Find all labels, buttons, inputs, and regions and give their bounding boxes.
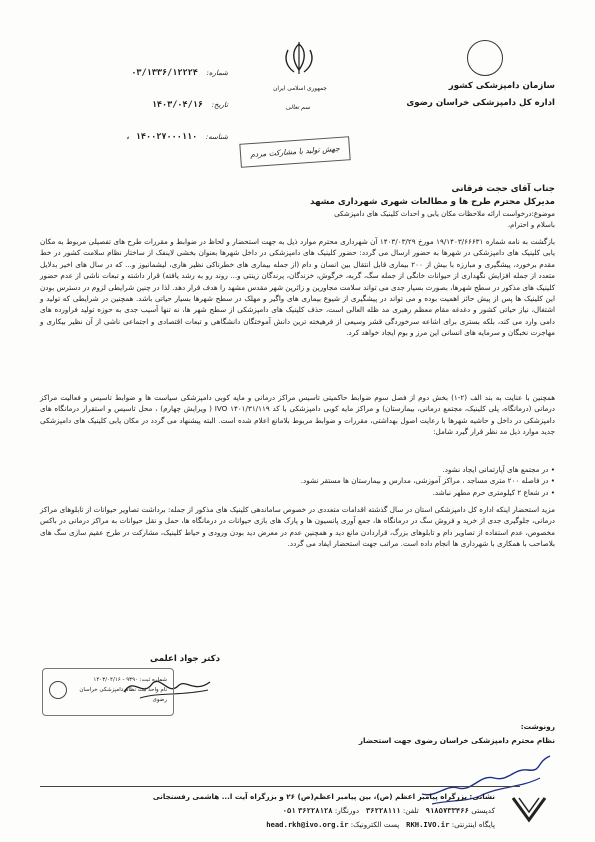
website-link[interactable]: RKH.IVO.ir [406, 820, 450, 829]
list-item: • در شعاع ۲ کیلومتری حرم مطهر نباشد. [40, 487, 555, 498]
fax-number: ۳۶۲۲۸۱۲۸ [297, 806, 333, 815]
greeting: باسلام و احترام، [507, 221, 555, 229]
slogan-stamp: جهش تولید با مشارکت مردم [239, 136, 350, 168]
organization-name [365, 78, 555, 112]
republic-caption: جمهوری اسلامی ایران [273, 86, 327, 92]
date-value: ۱۴۰۳/۰۴/۱۶ [151, 100, 203, 110]
number-value: ۰۳/۱۳۳۶/۱۲۲۲۴ [131, 68, 198, 78]
year-motto: سم تعالی [285, 104, 311, 111]
postal-label: کدپستی [471, 806, 495, 815]
list-item: • در مجتمع های آپارتمانی ایجاد نشود. [40, 464, 555, 475]
paragraph-1: بازگشت به نامه شماره ۱۹/۱۴۰۳/۶۶۶۳۱ مورخ ۱۴۰۳/۰۳/۲۹ آن شهرداری محترم موارد ذیل به جهت استحضار و لحاظ در ضوابط و مقررات طرح های تفصیلی مربوط به مکان یابی کلینیک های دامپزشکی در شهرها به حضور ارسال می گردد: حضور کلینیک های دامپزشکی در داخل شهرها بعنوان بخشی لاینفک از ساختار نظام سلامت کشور در خط مقدم برخورد، پیشگیری و مبارزه با بیش از ۲۰۰ بیماری قابل انتقال بین انسان و دام (از جمله بیماری های خطرناکی نظیر هاری، لیشمانیوز و... که در سال های اخیر بدلایل متعدد از جمله افزایش نگهداری از حیوانات خانگی از جمله سگ، گربه، خرگوش، خزندگان، پرندگان زینتی و... روند رو به رشد یافته) قرار داشته و تبعات ناشی از عدم حضور کلینیک های مذکور در سطح شهرها، بصورت بسیار جدی می تواند سلامت مجاورین و زائرین شهر مقدس مشهد را هدف قرار دهد. لذا در چنین شرایطی لزوم در دسترس بودن این کلینیک ها پس از پیش حائز اهمیت بوده و می تواند در پیشگیری از شیوع بیماری های واگیر و مهلک در سطح شهرها بسیار حیاتی باشد. همچنین در شرایطی که تولید و اشتغال، نیاز حیاتی کشور و دغدغه مقام معظم رهبری مد ظله العالی است، حذف کلینیک های دامپزشکی از سطح شهر ها، نه تنها آسیب جدی به حوزه تولید فراورده های دامی وارد می کند، بلکه بستری برای اشاعه سرخوردگی قشر وسیعی از فرهیخته ترین دانش آموختگان دانشگاهی و تبعات اقتصادی و اجتماعی ناشی از آن نظیر بیکاری و مهاجرت نخبگان و سرمایه های انسانی این مرز و بوم ایجاد خواهد کرد. [40, 237, 555, 338]
letter-date [68, 100, 228, 110]
criteria-list [40, 464, 555, 498]
fax-prefix: ۰۵۱ [282, 806, 296, 815]
registration-unit: نام واحد ثبت نظام دامپزشکی خراسان رضوی [79, 687, 167, 703]
cc-label: رونوشت: [520, 722, 555, 731]
footer-address-text: نشانی: بزرگراه پیامبر اعظم (ص)، بین پیامبر اعظم(ص) ۲۶ و بزرگراه آیت ا... هاشمی رفسنجانی [152, 792, 495, 801]
paragraph-2: همچنین با عنایت به بند الف (۲-۱) بخش دوم از فصل سوم ضوابط حاکمیتی تاسیس مراکز درمانی و مایه کوبی دامپزشکی سیاست ها و ضوابط تاسیس و فعالیت مراکز درمانی (درمانگاه، پلی کلینیک، مجتمع درمانی، بیمارستان) و مراکز مایه کوبی دامپزشکی با کد IVO ۱۴۰۱/۳۱/۱۱۹ ( ویرایش چهارم) ، محل تاسیس و استقرار درمانگاه های دامپزشکی در داخل و حاشیه شهرها با رعایت اصول بهداشتی، مقررات و ضوابط مربوط بلامانع اعلام شده است. البته پیشنهاد می گردد در مکان یابی کلینیک های دامپزشکی جدید موارد ذیل مد نظر قرار گیرد شامل: [40, 393, 555, 437]
paragraph-3: مزید استحضار اینکه اداره کل دامپزشکی استان در سال گذشته اقدامات متعددی در خصوص ساماندهی کلینیک های مذکور از جمله: برداشت تصاویر حیوانات از تابلوهای مراکز درمانی، جلوگیری جدی از خرید و فروش سگ در درمانگاه ها، جمع آوری پانسیون ها و پارک های بازی حیوانات در درمانگاه ها، حمل و نقل حیوانات به مراکز درمانی در باکس مخصوص، عدم استفاده از تصاویر دام و تابلوهای بزرگ، قراردادن مانع دید و همچنین عدم در معرض دید بودن ورودی و حیاط کلینیک، مشارکت در طرح عقیم سازی سگ های بلاصاحب با همکاری با شهرداری ها انجام داده است. مراتب جهت استحضار ایفاد می گردد. [40, 505, 555, 549]
list-item: • در فاصله ۲۰۰ متری مساجد ، مراکز آموزشی، مدارس و بیمارستان ها مستقر نشود. [40, 475, 555, 486]
veterinary-organization-logo-icon [467, 40, 503, 76]
phone-label: تلفن: [402, 806, 419, 815]
cc-block [305, 720, 555, 748]
tracking-label: شناسه: [205, 133, 228, 141]
addressee-title: مدیرکل محترم طرح ها و مطالعات شهری شهرداری مشهد [310, 197, 555, 207]
letter-number [68, 68, 228, 78]
cc-recipient: نظام محترم دامپزشکی خراسان رضوی جهت استحضار [358, 736, 555, 745]
fax-label: دورنگار: [334, 806, 360, 815]
date-label: تاریخ: [211, 101, 228, 109]
footer-contacts [65, 804, 495, 817]
number-label: شماره: [206, 69, 228, 77]
phone-number: ۳۶۲۲۸۱۱۱ [365, 806, 401, 815]
footer-web [65, 818, 495, 831]
footer-address [65, 790, 495, 803]
footer-divider [40, 786, 520, 787]
addressee-block [40, 183, 555, 231]
addressee-name: جناب آقای حجت فرقانی [451, 184, 555, 194]
registration-stamp [42, 668, 174, 716]
iran-emblem-icon [278, 40, 320, 78]
signatory-name: دکتر جواد اعلمی [150, 654, 220, 664]
org-line-2: اداره کل دامپزشکی خراسان رضوی [406, 98, 555, 108]
postal-code: ۹۱۸۵۷۳۳۴۶۶ [425, 806, 469, 815]
site-label: پایگاه اینترنتی: [451, 820, 495, 829]
email-link[interactable]: head.rkh@ivo.org.ir [266, 820, 349, 829]
footer-organization-logo-icon [503, 792, 555, 832]
tracking-id [68, 132, 228, 142]
org-line-1: سازمان دامپزشکی کشور [448, 81, 555, 91]
stamp-logo-icon [49, 681, 67, 699]
tracking-value: ۱۴۰۰۲۷۰۰۰۱۱۰ ، [125, 132, 198, 142]
registration-number: شماره ثبت: ۹۳۹۰ - ۱۴۰۳/۰۴/۱۶ [93, 677, 167, 683]
email-label: پست الکترونیک: [350, 820, 400, 829]
subject-line: موضوع:درخواست ارائه ملاحظات مکان یابی و احداث کلینیک های دامپزشکی [334, 210, 555, 218]
